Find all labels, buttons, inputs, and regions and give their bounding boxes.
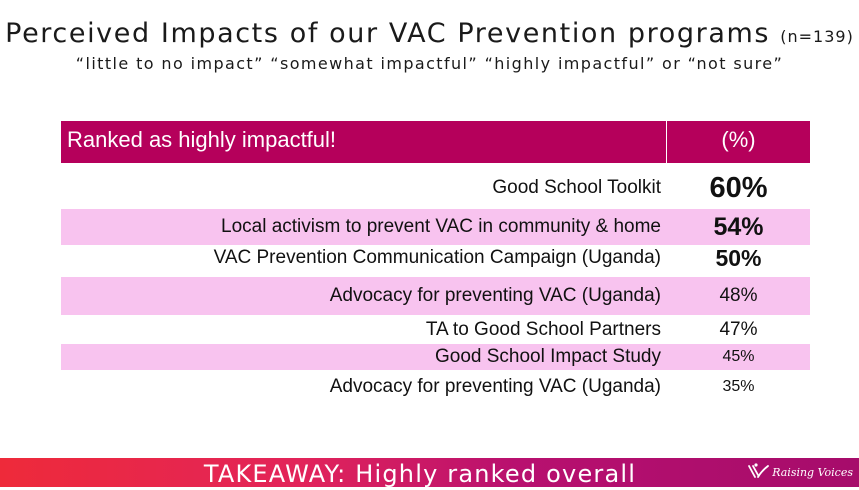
row-value: 35% bbox=[722, 378, 755, 395]
row-label: Good School Toolkit bbox=[492, 177, 661, 198]
table-row bbox=[61, 344, 810, 370]
sample-size: (n=139) bbox=[780, 27, 854, 46]
row-value: 60% bbox=[709, 171, 768, 204]
row-label: TA to Good School Partners bbox=[425, 319, 661, 340]
row-value: 54% bbox=[713, 212, 764, 241]
takeaway-text: TAKEAWAY: Highly ranked overall bbox=[203, 460, 637, 488]
table-row bbox=[61, 372, 810, 402]
row-label: VAC Prevention Communication Campaign (Uganda) bbox=[213, 247, 661, 268]
header-percent: (%) bbox=[721, 127, 756, 152]
table-row bbox=[61, 209, 810, 245]
row-label: Advocacy for preventing VAC (Uganda) bbox=[329, 285, 661, 306]
table-row bbox=[61, 241, 810, 275]
slide-subtitle: “little to no impact” “somewhat impactful” “highly impactful” or “not sure” bbox=[75, 54, 784, 73]
table-row bbox=[61, 316, 810, 344]
raising-voices-logo bbox=[747, 463, 853, 481]
row-label: Local activism to prevent VAC in community & home bbox=[221, 216, 661, 237]
slide-title bbox=[0, 18, 859, 49]
row-value: 47% bbox=[719, 319, 758, 340]
row-label: Advocacy for preventing VAC (Uganda) bbox=[329, 376, 661, 397]
title-text: Perceived Impacts of our VAC Prevention programs bbox=[5, 18, 771, 49]
row-label: Good School Impact Study bbox=[434, 346, 661, 367]
row-value: 48% bbox=[719, 285, 758, 306]
table-row bbox=[61, 169, 810, 207]
logo-icon bbox=[747, 463, 769, 481]
table-header bbox=[61, 121, 810, 163]
header-label: Ranked as highly impactful! bbox=[61, 121, 667, 163]
logo-text: Raising Voices bbox=[772, 465, 853, 479]
table-row bbox=[61, 277, 810, 315]
row-value: 45% bbox=[722, 348, 755, 365]
row-value: 50% bbox=[715, 244, 762, 271]
takeaway-banner bbox=[0, 458, 859, 487]
impact-table bbox=[61, 121, 810, 397]
